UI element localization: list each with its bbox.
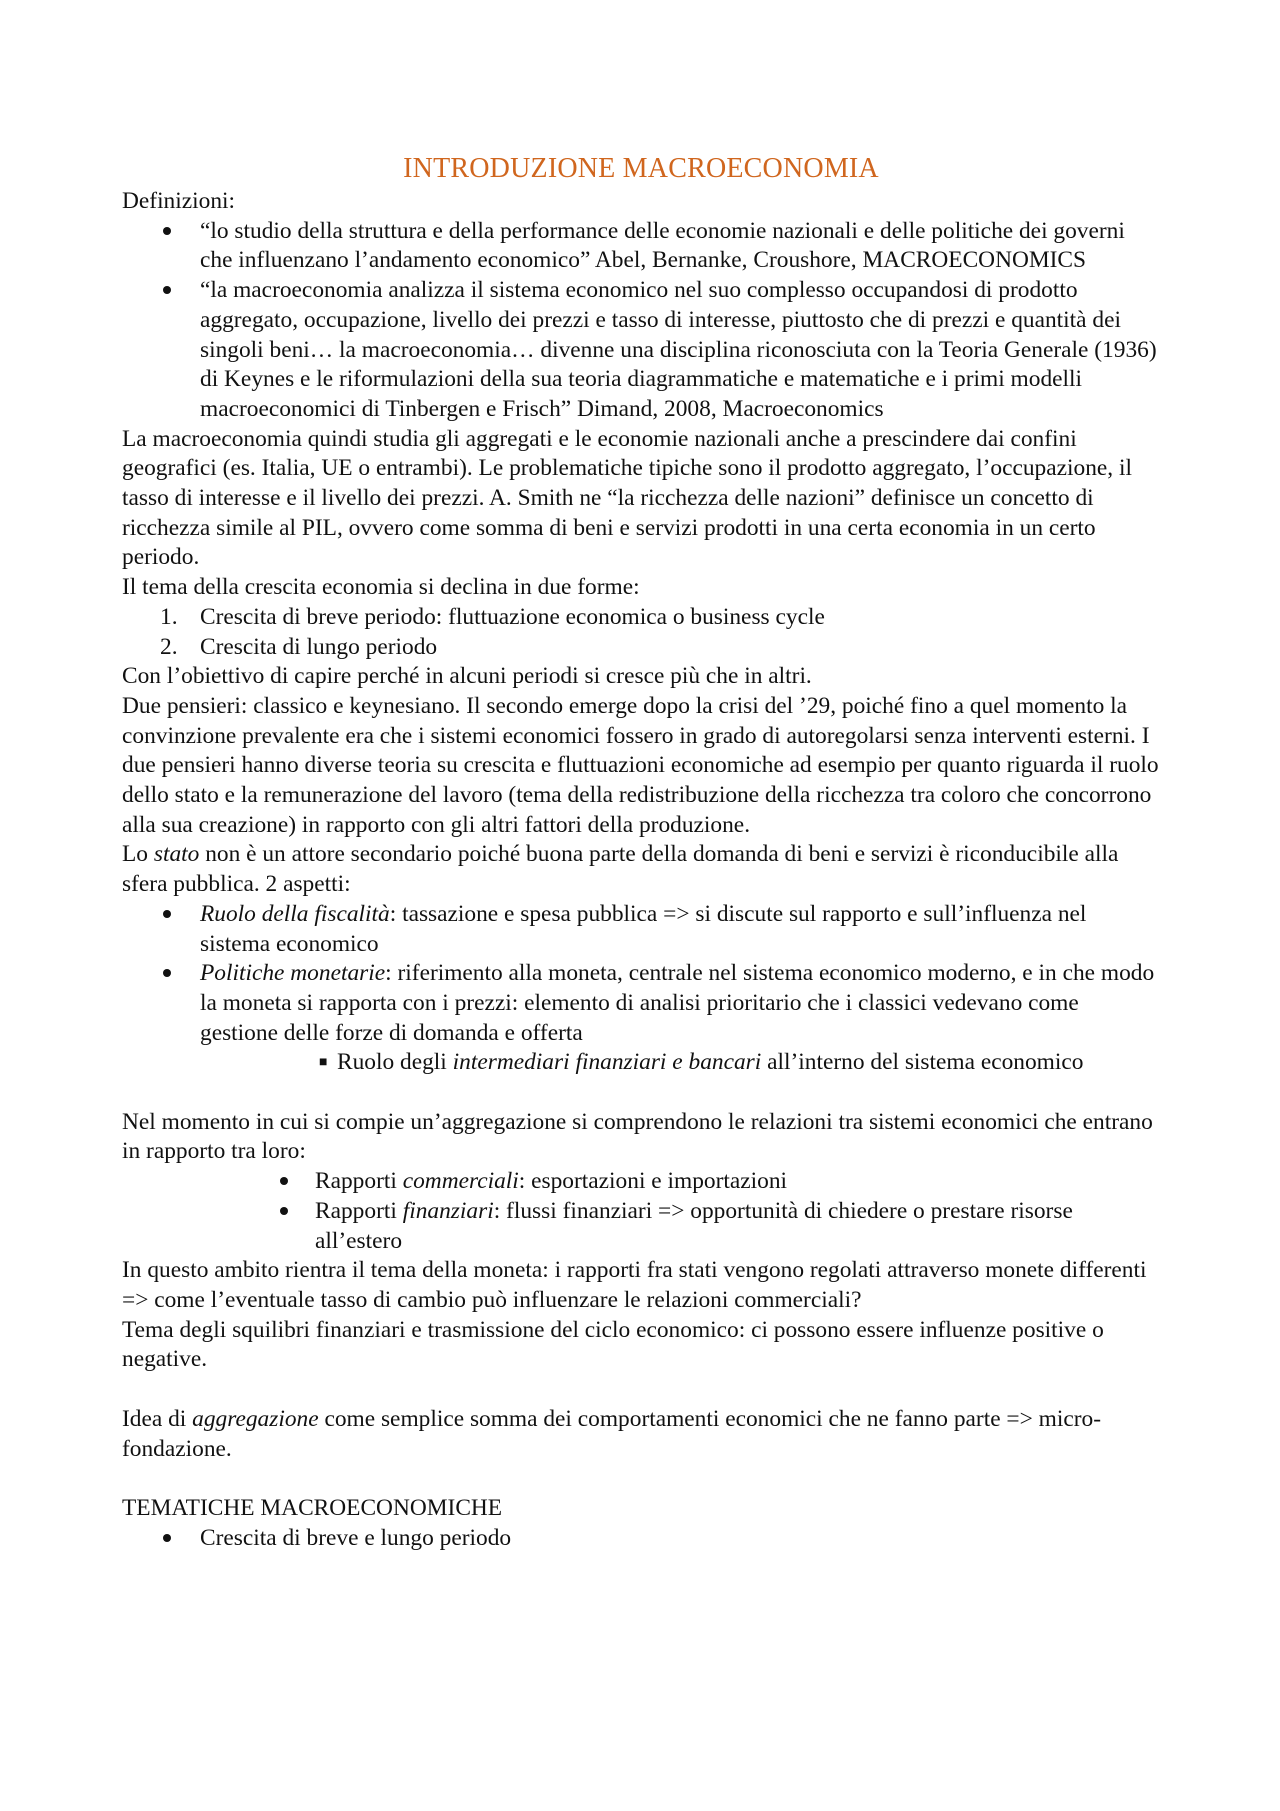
list-item: [122, 900, 1160, 959]
list-item: [122, 276, 1160, 425]
text-run: Lo: [122, 841, 154, 868]
bullet-icon: [162, 217, 192, 247]
text-run: Rapporti: [315, 1197, 403, 1224]
text-run: non è un attore secondario poiché buona parte della domanda di beni e servizi è riconducibile alla sfera pubblica. 2 aspetti:: [122, 841, 1119, 898]
square-bullet-icon: ■: [319, 1055, 328, 1071]
paragraph: La macroeconomia quindi studia gli aggregati e le economie nazionali anche a prescindere dai confini geografici (es. Italia, UE o entrambi). Le problematiche tipiche sono il prodotto aggregato, l’occupazione, il tasso di interesse e il livello dei prezzi. A. Smith ne “la ricchezza delle nazioni” definisce un concetto di ricchezza simile al PIL, ovvero come somma di beni e servizi prodotti in una certa economia in un certo periodo.: [122, 425, 1132, 571]
sub-list: [122, 1048, 1160, 1078]
bullet-icon: [162, 900, 192, 930]
list-number: 1.: [160, 603, 178, 630]
emphasis-text: finanziari: [402, 1197, 494, 1224]
paragraph: Con l’obiettivo di capire perché in alcuni periodi si cresce più che in altri.: [122, 663, 812, 690]
emphasis-text: stato: [153, 841, 200, 868]
emphasis-text: intermediari finanziari e bancari: [452, 1049, 762, 1076]
text-run: : riferimento alla moneta, centrale nel sistema economico moderno, e in che modo la moneta si rapporta con i prezzi: elemento di analisi prioritario che i classici vedevano come gestione delle forze di domanda e offerta: [200, 960, 1155, 1046]
emphasis-text: Politiche monetarie: [200, 960, 386, 987]
text-run: : esportazioni e importazioni: [518, 1168, 788, 1195]
rapporti-list: [122, 1167, 1160, 1256]
definition-text: “la macroeconomia analizza il sistema economico nel suo complesso occupandosi di prodotto aggregato, occupazione, livello dei prezzi e tasso di interesse, piuttosto che di prezzi e quantità dei singoli beni… la macroeconomia… divenne una disciplina riconosciuta con la Teoria Generale (1936) di Keynes e le riformulazioni della sua teoria diagrammatiche e matematiche e i primi modelli macroeconomici di Tinbergen e Frisch” Dimand, 2008, Macroeconomics: [200, 277, 1157, 422]
list-text: Crescita di breve periodo: fluttuazione economica o business cycle: [200, 603, 825, 630]
emphasis-text: Ruolo della fiscalità: [200, 900, 390, 927]
list-item: [122, 1167, 1160, 1197]
list-text: Crescita di breve e lungo periodo: [200, 1524, 512, 1551]
list-item: [122, 1197, 1160, 1256]
definizioni-list: [122, 217, 1160, 425]
aspetti-list: [122, 900, 1160, 1049]
spacer: [122, 1464, 1160, 1494]
text-run: : tassazione e spesa pubblica => si discute sul rapporto e sull’influenza nel sistema economico: [200, 900, 1087, 957]
paragraph: [122, 1405, 1160, 1464]
bullet-icon: [162, 959, 192, 989]
text-run: all’interno del sistema economico: [761, 1049, 1084, 1076]
bullet-icon: [162, 1524, 192, 1554]
document-title: INTRODUZIONE MACROECONOMIA: [403, 153, 879, 184]
bullet-icon: [279, 1197, 309, 1227]
bullet-icon: [162, 276, 192, 306]
list-item: [122, 217, 1160, 276]
text-run: Ruolo degli: [337, 1049, 453, 1076]
spacer: [122, 1078, 1160, 1108]
text-run: : flussi finanziari => opportunità di chiedere o prestare risorse all’estero: [315, 1197, 1073, 1254]
list-text: Crescita di lungo periodo: [200, 633, 438, 660]
definizioni-label: Definizioni:: [122, 188, 236, 214]
paragraph: Il tema della crescita economia si declina in due forme:: [122, 574, 640, 601]
emphasis-text: commerciali: [402, 1168, 519, 1195]
paragraph: Tema degli squilibri finanziari e trasmissione del ciclo economico: ci possono essere influenze positive o negative.: [122, 1316, 1104, 1373]
paragraph: Due pensieri: classico e keynesiano. Il secondo emerge dopo la crisi del ’29, poiché fino a quel momento la convinzione prevalente era che i sistemi economici fossero in grado di autoregolarsi senza interventi esterni. I due pensieri hanno diverse teoria su crescita e fluttuazioni economiche ad esempio per quanto riguarda il ruolo dello stato e la remunerazione del lavoro (tema della redistribuzione della ricchezza tra coloro che concorrono alla sua creazione) in rapporto con gli altri fattori della produzione.: [122, 692, 1159, 838]
list-item: [122, 603, 1160, 633]
section-title: TEMATICHE MACROECONOMICHE: [122, 1494, 503, 1521]
tematiche-list: [122, 1524, 1160, 1554]
paragraph: In questo ambito rientra il tema della moneta: i rapporti fra stati vengono regolati attraverso monete differenti => come l’eventuale tasso di cambio può influenzare le relazioni commerciali?: [122, 1257, 1147, 1313]
text-run: come semplice somma dei comportamenti economici che ne fanno parte => micro-fondazione.: [122, 1405, 1102, 1462]
list-number: 2.: [160, 633, 178, 660]
crescita-list: [122, 603, 1160, 662]
list-item: [122, 633, 1160, 663]
spacer: [122, 1375, 1160, 1405]
list-item: [122, 959, 1160, 1048]
text-run: Idea di: [122, 1405, 193, 1432]
text-run: Rapporti: [315, 1168, 403, 1195]
definition-text: “lo studio della struttura e della performance delle economie nazionali e delle politiche dei governi che influenzano l’andamento economico” Abel, Bernanke, Croushore, MACROECONOMICS: [200, 217, 1125, 274]
list-item: [122, 1524, 1160, 1554]
paragraph: [122, 840, 1160, 899]
bullet-icon: [279, 1167, 309, 1197]
emphasis-text: aggregazione: [192, 1405, 319, 1432]
paragraph: Nel momento in cui si compie un’aggregazione si comprendono le relazioni tra sistemi economici che entrano in rapporto tra loro:: [122, 1108, 1153, 1165]
list-item: [122, 1048, 1160, 1078]
